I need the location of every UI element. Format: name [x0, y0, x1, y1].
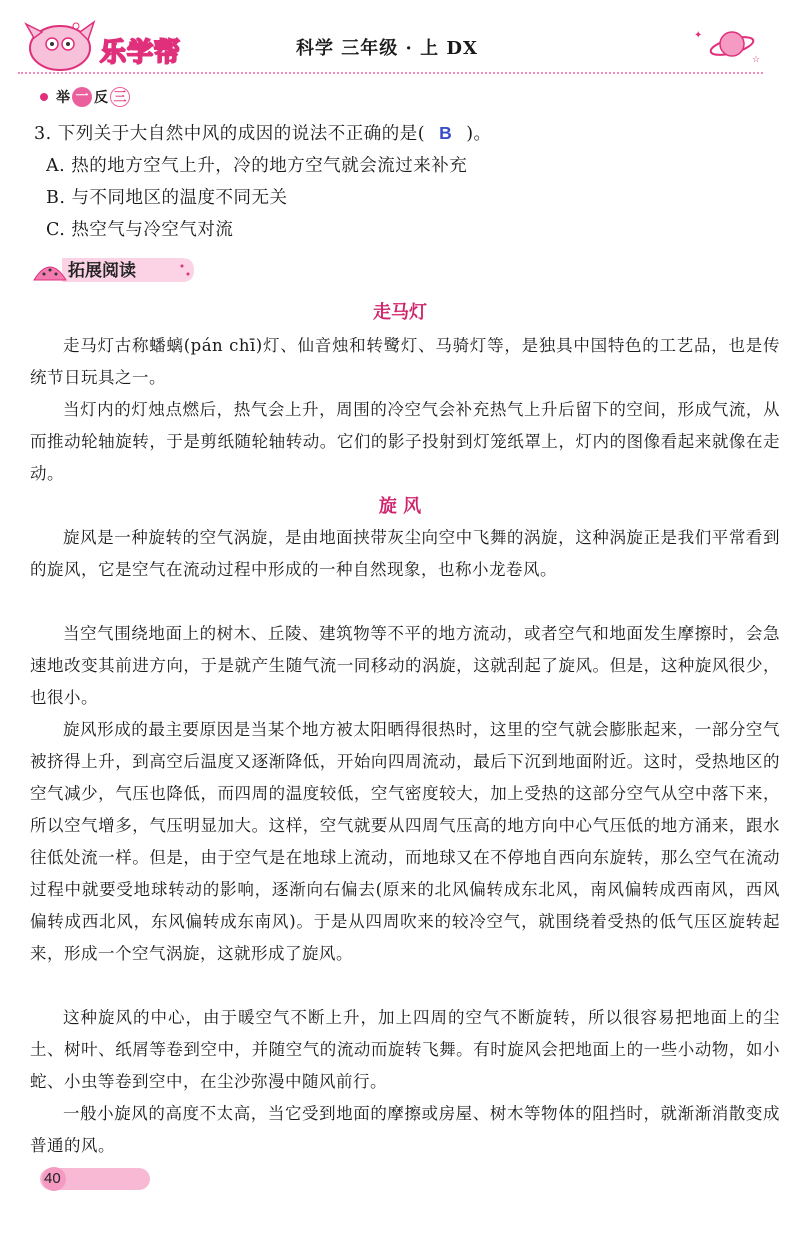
extension-label: 拓展阅读 — [68, 261, 136, 281]
article-title-whirlwind: 旋 风 — [378, 496, 422, 517]
header-divider — [18, 72, 763, 74]
article-title-lantern: 走马灯 — [373, 302, 427, 323]
section-tag-part2: 反 — [94, 90, 108, 106]
article-paragraph: 一般小旋风的高度不太高，当它受到地面的摩擦或房屋、树木等物体的阻挡时，就渐渐消散变成普通的风。 — [30, 1104, 780, 1155]
option-b: B. 与不同地区的温度不同无关 — [46, 188, 288, 208]
planet-icon — [690, 24, 760, 64]
mascot-icon — [22, 14, 102, 76]
logo-text: 乐学帮 — [100, 38, 182, 68]
question-stem — [34, 120, 492, 145]
question-stem-text: 3. 下列关于大自然中风的成因的说法不正确的是( — [34, 124, 426, 144]
question-answer: B — [439, 123, 453, 143]
section-tag — [40, 84, 132, 110]
brand-logo — [22, 14, 192, 76]
article-paragraph: 旋风形成的最主要原因是当某个地方被太阳晒得很热时，这里的空气就会膨胀起来，一部分空气被挤得上升，到高空后温度又逐渐降低，开始向四周流动，最后下沉到地面附近。这时，受热地区的空气减少，气压也降低，而四周的温度较低，空气密度较大，加上受热的这部分空气从空中落下来，所以空气增多，气压明显加大。这样，空气就要从四周气压高的地方向中心气压低的地方涌来，跟水往低处流一样。但是，由于空气是在地球上流动，而地球又在不停地自西向东旋转，那么空气在流动过程中就要受地球转动的影响，逐渐向右偏去(原来的北风偏转成东北风，南风偏转成西南风，西风偏转成西北风，东风偏转成东南风)。于是从四周吹来的较冷空气，就围绕着受热的低气压区旋转起来，形成一个空气涡旋，这就形成了旋风。 — [30, 720, 780, 963]
svg-text:☆: ☆ — [752, 55, 760, 64]
article-paragraph: 当空气围绕地面上的树木、丘陵、建筑物等不平的地方流动，或者空气和地面发生摩擦时，会急速地改变其前进方向，于是就产生随气流一同移动的涡旋，这就刮起了旋风。但是，这种旋风很少，也很小。 — [30, 624, 780, 707]
subject-grade-label: 科学 三年级 · 上 DX — [296, 38, 478, 59]
svg-text:✦: ✦ — [694, 30, 703, 41]
article-paragraph: 走马灯古称蟠螭(pán chī)灯、仙音烛和转鹭灯、马骑灯等，是独具中国特色的工艺品，也是传统节日玩具之一。 — [30, 336, 780, 387]
page-header — [0, 0, 800, 80]
page-number: 40 — [44, 1170, 61, 1187]
option-a: A. 热的地方空气上升，冷的地方空气就会流过来补充 — [46, 156, 468, 176]
option-c: C. 热空气与冷空气对流 — [46, 220, 234, 240]
section-tag-part1: 举 — [56, 90, 70, 106]
section-tag-circle2: 三 — [110, 87, 130, 107]
bullet-dot-icon — [40, 93, 48, 101]
question-stem-end: )。 — [466, 124, 492, 144]
article-paragraph: 旋风是一种旋转的空气涡旋，是由地面挟带灰尘向空中飞舞的涡旋，这种涡旋正是我们平常看到的旋风，它是空气在流动过程中形成的一种自然现象，也称小龙卷风。 — [30, 528, 780, 579]
article-paragraph: 这种旋风的中心，由于暖空气不断上升，加上四周的空气不断旋转，所以很容易把地面上的尘土、树叶、纸屑等卷到空中，并随空气的流动而旋转飞舞。有时旋风会把地面上的一些小动物，如小蛇、小虫等卷到空中，在尘沙弥漫中随风前行。 — [30, 1008, 780, 1091]
article-paragraph: 当灯内的灯烛点燃后，热气会上升，周围的冷空气会补充热气上升后留下的空间，形成气流，从而推动轮轴旋转，于是剪纸随轮轴转动。它们的影子投射到灯笼纸罩上，灯内的图像看起来就像在走动。 — [30, 400, 780, 483]
section-tag-circle1: 一 — [72, 87, 92, 107]
